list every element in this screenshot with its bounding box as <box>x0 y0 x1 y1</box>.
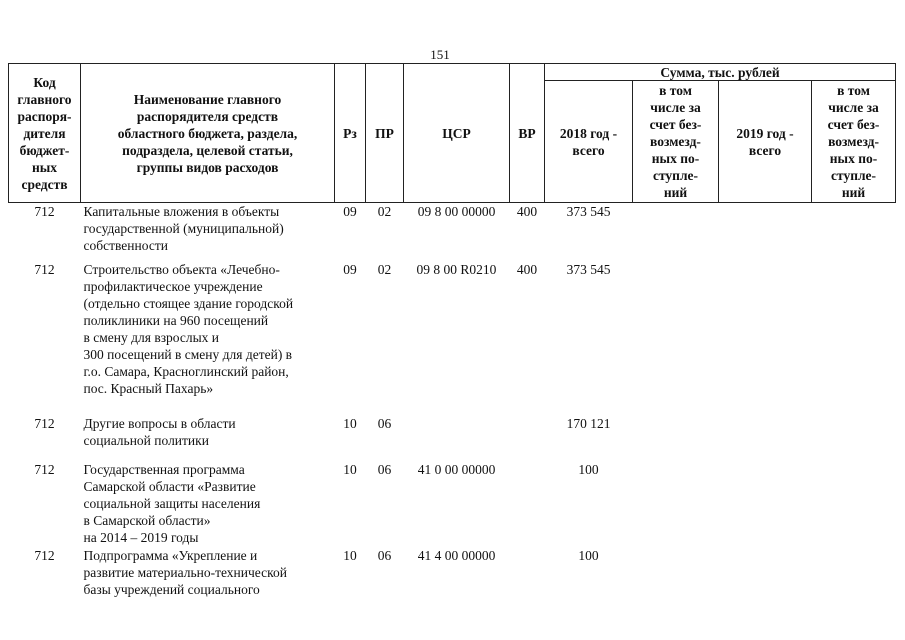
table-row <box>9 461 896 547</box>
row-vr: 400 <box>516 204 538 219</box>
header-pr: ПР <box>366 64 404 203</box>
text-line: областного бюджета, раздела, <box>117 125 298 141</box>
page-number: 151 <box>430 47 450 62</box>
table-header <box>9 64 896 203</box>
row-code: 712 <box>34 262 55 277</box>
text-line: числе за <box>650 100 701 115</box>
text-line: социальной защиты населения <box>83 496 261 511</box>
text-line: в Самарской области» <box>83 513 211 528</box>
table-row <box>9 261 896 415</box>
row-code: 712 <box>34 548 55 563</box>
row-2019-total <box>719 461 812 547</box>
text-line: г.о. Самара, Красноглинский район, <box>83 364 289 379</box>
text-line: счет без- <box>827 117 880 132</box>
row-name <box>81 461 335 547</box>
header-vr: ВР <box>510 64 545 203</box>
text-line: в том <box>659 83 692 98</box>
row-pr: 02 <box>377 204 392 219</box>
text-line: профилактическое учреждение <box>83 279 263 294</box>
text-line: числе за <box>828 100 879 115</box>
row-2018-gratuitous <box>633 261 719 415</box>
row-rz: 10 <box>343 548 357 563</box>
budget-table <box>8 63 896 607</box>
row-code: 712 <box>34 204 55 219</box>
text-line: развитие материально-технической <box>83 565 287 580</box>
row-vr: 400 <box>516 262 538 277</box>
row-2019-gratuitous <box>812 261 896 415</box>
text-line: 300 посещений в смену для детей) в <box>83 347 293 362</box>
header-csr: ЦСР <box>404 64 510 203</box>
text-line: группы видов расходов <box>136 159 279 175</box>
header-sum-group: Сумма, тыс. рублей <box>545 64 896 81</box>
row-csr: 41 0 00 00000 <box>417 462 496 477</box>
row-2019-gratuitous <box>812 415 896 461</box>
row-2019-gratuitous <box>812 203 896 262</box>
row-2018-total: 170 121 <box>566 416 611 431</box>
text-line: ний <box>663 185 688 200</box>
text-line: на 2014 – 2019 годы <box>83 530 199 545</box>
row-pr: 06 <box>377 462 392 477</box>
text-line: в том <box>837 83 870 98</box>
row-name <box>81 203 335 262</box>
row-pr: 02 <box>377 262 392 277</box>
text-line: подраздела, целевой статьи, <box>122 142 293 158</box>
row-csr: 09 8 00 R0210 <box>416 262 497 277</box>
row-2019-gratuitous <box>812 547 896 607</box>
text-line: ных по- <box>651 151 700 166</box>
header-2019-total <box>719 81 812 203</box>
text-line: (отдельно стоящее здание городской <box>83 296 294 311</box>
row-2019-total <box>719 547 812 607</box>
text-line: поликлиники на 960 посещений <box>83 313 269 328</box>
text-line: всего <box>572 142 605 158</box>
row-csr: 41 4 00 00000 <box>417 548 496 563</box>
table-row <box>9 415 896 461</box>
text-line: базы учреждений социального <box>83 582 260 597</box>
header-name <box>81 64 335 203</box>
row-2018-gratuitous <box>633 203 719 262</box>
text-line: 2019 год - <box>736 125 794 141</box>
text-line: Строительство объекта «Лечебно- <box>83 262 280 277</box>
text-line: ний <box>841 185 866 200</box>
text-line: возмезд- <box>650 134 701 149</box>
text-line: распорядителя средств <box>136 108 279 124</box>
row-pr: 06 <box>377 548 392 563</box>
text-line: возмезд- <box>828 134 879 149</box>
row-rz: 09 <box>343 262 357 277</box>
text-line: в смену для взрослых и <box>83 330 220 345</box>
text-line: ных по- <box>829 151 878 166</box>
row-rz: 10 <box>343 462 357 477</box>
header-rz: Рз <box>335 64 366 203</box>
text-line: Самарской области «Развитие <box>83 479 256 494</box>
table-body <box>9 203 896 608</box>
row-vr <box>510 415 545 461</box>
text-line: ступле- <box>652 168 699 183</box>
row-2019-total <box>719 415 812 461</box>
text-line: распоря- <box>17 108 72 124</box>
text-line: средств <box>21 176 68 192</box>
table-row <box>9 547 896 607</box>
row-csr <box>404 415 510 461</box>
text-line: 2018 год - <box>559 125 618 141</box>
row-rz: 10 <box>343 416 357 431</box>
row-name <box>81 415 335 461</box>
header-code <box>9 64 81 203</box>
text-line: всего <box>748 142 782 158</box>
row-pr: 06 <box>377 416 392 431</box>
row-csr: 09 8 00 00000 <box>417 204 496 219</box>
text-line: Другие вопросы в области <box>83 416 236 431</box>
text-line: собственности <box>83 238 168 253</box>
text-line: счет без- <box>649 117 702 132</box>
text-line: Код <box>33 74 56 90</box>
text-line: социальной политики <box>83 433 209 448</box>
row-2019-gratuitous <box>812 461 896 547</box>
row-2019-total <box>719 203 812 262</box>
text-line: бюджет- <box>19 142 70 158</box>
row-2018-total: 100 <box>578 548 599 563</box>
table-row <box>9 203 896 262</box>
row-2018-total: 100 <box>578 462 599 477</box>
row-vr <box>510 547 545 607</box>
text-line: главного <box>17 91 72 107</box>
header-2018-gratuitous <box>633 81 719 203</box>
row-2018-total: 373 545 <box>566 262 611 277</box>
row-2018-total: 373 545 <box>566 204 611 219</box>
row-vr <box>510 461 545 547</box>
text-line: ных <box>31 159 58 175</box>
row-2018-gratuitous <box>633 547 719 607</box>
row-name <box>81 547 335 607</box>
row-2019-total <box>719 261 812 415</box>
row-2018-gratuitous <box>633 461 719 547</box>
text-line: ступле- <box>831 168 877 183</box>
text-line: Капитальные вложения в объекты <box>83 204 280 219</box>
row-code: 712 <box>34 416 55 431</box>
text-line: пос. Красный Пахарь» <box>83 381 214 396</box>
text-line: государственной (муниципальной) <box>83 221 284 236</box>
header-2018-total <box>545 81 633 203</box>
text-line: Государственная программа <box>83 462 245 477</box>
row-2018-gratuitous <box>633 415 719 461</box>
text-line: Наименование главного <box>133 91 282 107</box>
row-code: 712 <box>34 462 55 477</box>
row-name <box>81 261 335 415</box>
header-2019-gratuitous <box>812 81 896 203</box>
text-line: Подпрограмма «Укрепление и <box>83 548 258 563</box>
row-rz: 09 <box>343 204 357 219</box>
text-line: дителя <box>23 125 66 141</box>
